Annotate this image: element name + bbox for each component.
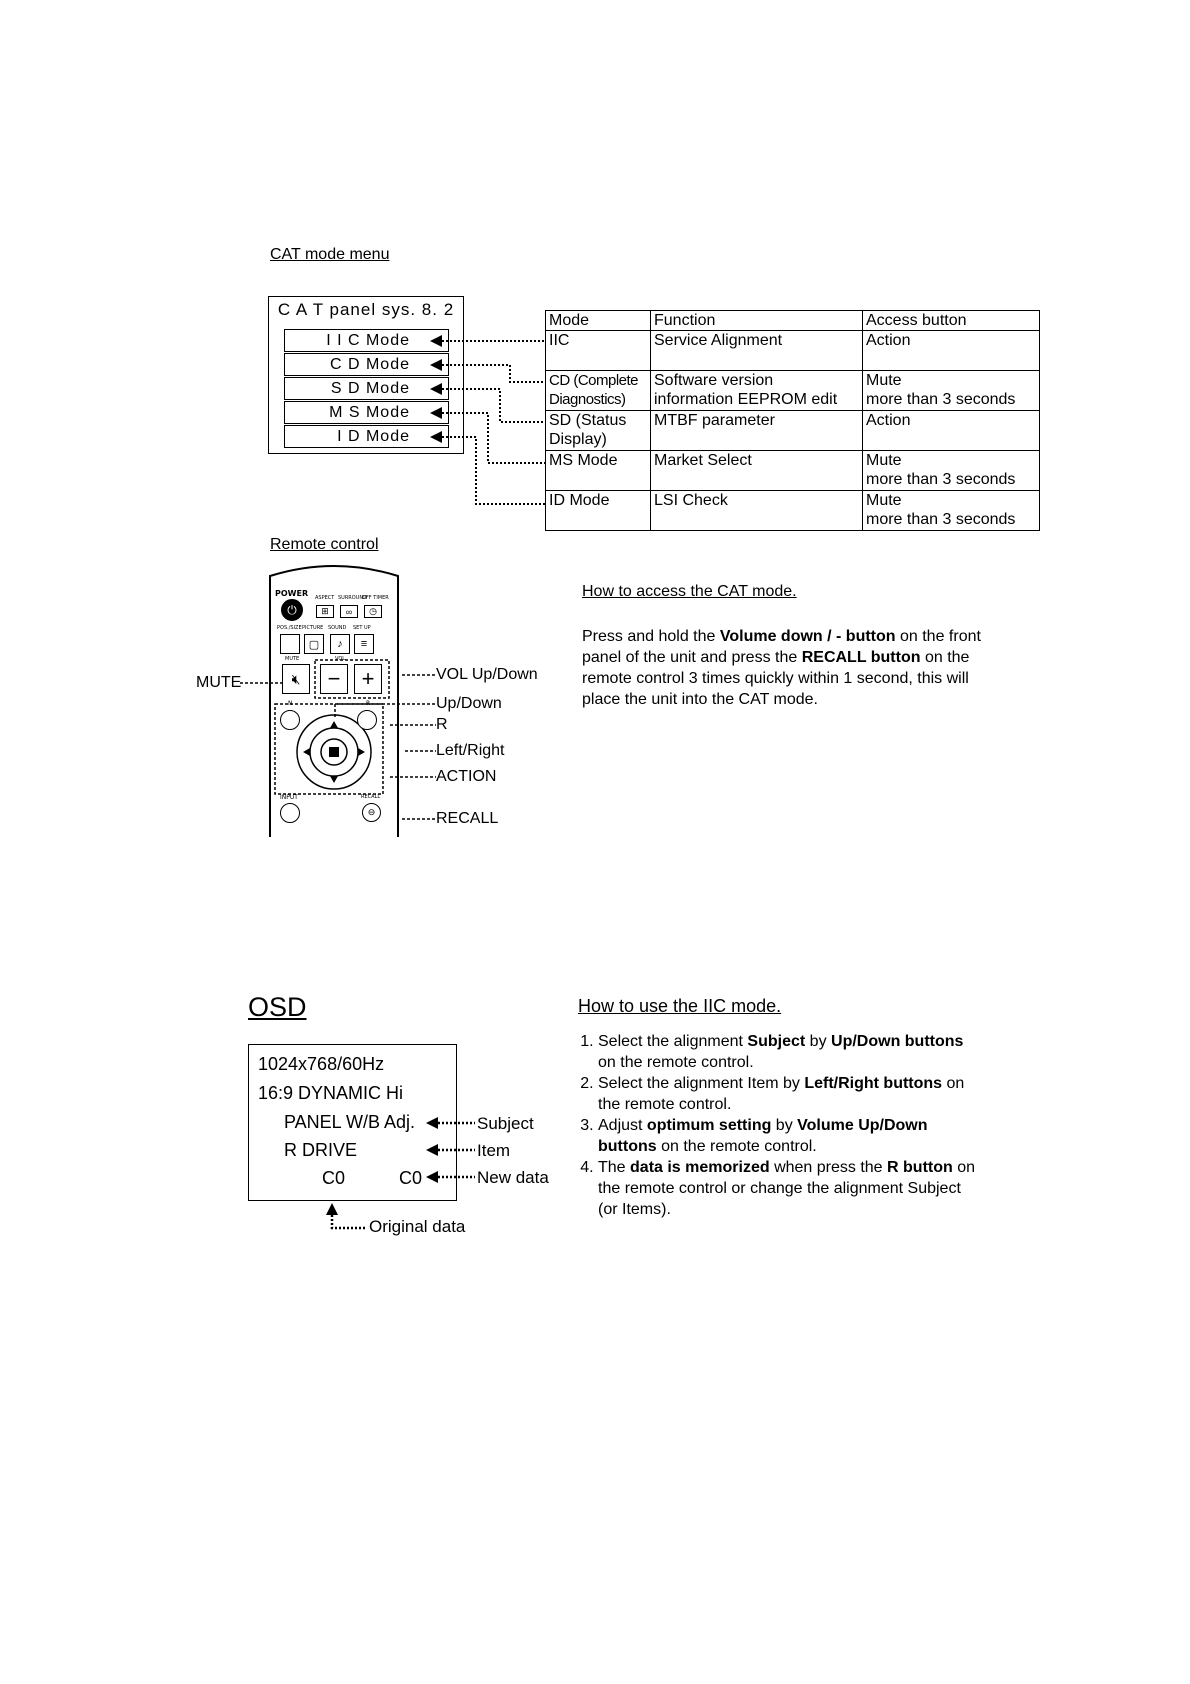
note-icon: ♪ <box>337 638 343 650</box>
step-bold: Left/Right buttons <box>804 1075 943 1092</box>
osd-item: R DRIVE <box>284 1140 358 1160</box>
table-header-row <box>546 311 1040 331</box>
iic-steps <box>578 1031 978 1220</box>
access-text: Press and hold the <box>582 628 720 645</box>
cell-function-cont: information EEPROM edit <box>654 391 838 408</box>
menu-table-connectors <box>420 330 550 510</box>
step-text: Select the alignment Item by <box>598 1075 805 1092</box>
aspect-button[interactable] <box>316 605 334 618</box>
input-label: INPUT <box>280 794 298 801</box>
set-up-label: SET UP <box>353 625 371 631</box>
step-bold: optimum setting <box>646 1117 772 1134</box>
access-text: on the remote control 3 times quickly within 1 second, this will place the unit into the CAT mode. <box>582 649 970 708</box>
menu-item-cd-mode[interactable]: C D Mode <box>284 353 449 376</box>
list-item <box>598 1073 978 1115</box>
cell-access-cont: more than 3 seconds <box>866 511 1016 528</box>
cell-access: Action <box>866 332 911 349</box>
table-row <box>546 411 1040 451</box>
remote-callout-lines <box>240 665 440 835</box>
remote-heading: Remote control <box>270 536 379 553</box>
osd-resolution: 1024x768/60Hz <box>258 1054 385 1074</box>
aspect-label: ASPECT <box>315 595 335 601</box>
menu-item-sd-mode[interactable]: S D Mode <box>284 377 449 400</box>
picture-label: PICTURE <box>302 625 324 631</box>
cell-access-cont: more than 3 seconds <box>866 471 1016 488</box>
arrow-icon <box>426 1171 438 1183</box>
access-text: on the front panel of the unit and press the <box>582 628 981 666</box>
surround-button[interactable] <box>340 605 358 618</box>
off-timer-label: OFF TIMER <box>362 595 389 601</box>
osd-original-data: C0 <box>322 1168 346 1188</box>
plus-icon: + <box>361 666 375 691</box>
access-bold: RECALL button <box>801 649 921 666</box>
step-text: on the remote control. <box>656 1138 817 1155</box>
osd-picture-mode: 16:9 DYNAMIC Hi <box>258 1083 404 1103</box>
step-text: Adjust <box>598 1117 647 1134</box>
cell-access-cont: more than 3 seconds <box>866 391 1016 408</box>
table-row <box>546 451 1040 491</box>
cell-access: Mute <box>866 372 902 389</box>
pos-size-button[interactable] <box>280 634 300 654</box>
menu-icon: ≡ <box>360 638 368 650</box>
osd-heading: OSD <box>248 992 307 1022</box>
step-bold: Subject <box>747 1033 806 1050</box>
mute-icon: 🔇︎ <box>291 670 301 687</box>
pos-size-label: POS./SIZE <box>277 625 302 631</box>
step-bold: Volume Up/Down buttons <box>598 1117 928 1155</box>
step-bold: Up/Down buttons <box>831 1033 964 1050</box>
picture-icon: ▢ <box>308 638 320 651</box>
list-item <box>598 1157 978 1220</box>
callout-mute: MUTE <box>196 674 242 691</box>
cell-mode: CD (Complete <box>549 372 639 389</box>
access-heading: How to access the CAT mode. <box>582 583 797 600</box>
arrow-icon <box>426 1117 438 1129</box>
osd-new-data: C0 <box>399 1168 423 1188</box>
picture-button[interactable] <box>304 634 324 654</box>
step-text: when press the <box>769 1159 888 1176</box>
power-label: POWER <box>275 589 309 598</box>
arrow-icon <box>430 359 442 371</box>
table-row <box>546 371 1040 411</box>
vol-label: VOL <box>335 656 346 662</box>
osd-callout-new-data: New data <box>477 1168 549 1187</box>
callout-leftright: Left/Right <box>436 742 505 759</box>
iic-heading: How to use the IIC mode. <box>578 996 782 1016</box>
mute-label: MUTE <box>285 656 300 662</box>
cell-function: Software version <box>654 372 774 389</box>
cell-mode: MS Mode <box>549 452 618 469</box>
cell-mode-cont: Display) <box>549 431 607 448</box>
table-row <box>546 491 1040 531</box>
step-text: The <box>598 1159 631 1176</box>
cell-mode: SD (Status <box>549 412 627 429</box>
cell-mode: ID Mode <box>549 492 610 509</box>
list-item <box>598 1115 978 1157</box>
cell-function: Market Select <box>654 452 752 469</box>
access-bold: Volume down / - button <box>719 628 896 645</box>
arrow-icon <box>430 335 442 347</box>
cell-function: MTBF parameter <box>654 412 775 429</box>
menu-item-id-mode[interactable]: I D Mode <box>284 425 449 448</box>
power-icon: ⏻ <box>287 602 297 617</box>
sound-label: SOUND <box>328 625 347 631</box>
arrow-icon <box>430 383 442 395</box>
step-text: by <box>771 1117 798 1134</box>
step-text: on the remote control. <box>598 1075 965 1113</box>
arrow-icon <box>430 431 442 443</box>
n-label: N <box>288 700 293 707</box>
osd-callout-subject: Subject <box>477 1114 534 1133</box>
cat-menu-heading: CAT mode menu <box>270 246 390 263</box>
cell-access: Mute <box>866 452 902 469</box>
surround-label: SURROUND <box>338 595 367 601</box>
aspect-icon: ⊞ <box>321 606 329 616</box>
step-bold: data is memorized <box>630 1159 770 1176</box>
surround-icon: ∞ <box>345 606 353 617</box>
table-row <box>546 331 1040 371</box>
step-text: on the remote control. <box>598 1054 754 1071</box>
step-text: Select the alignment <box>598 1033 748 1050</box>
table-header: Access button <box>863 311 1040 331</box>
list-item <box>598 1031 978 1073</box>
menu-item-iic-mode[interactable]: I I C Mode <box>284 329 449 352</box>
callout-updown: Up/Down <box>436 695 502 712</box>
cell-function: LSI Check <box>654 492 728 509</box>
cell-mode: IIC <box>549 332 570 349</box>
off-timer-button[interactable] <box>364 605 382 618</box>
set-up-button[interactable] <box>354 634 374 654</box>
osd-callout-original-data: Original data <box>369 1217 466 1236</box>
osd-subject: PANEL W/B Adj. <box>284 1112 416 1132</box>
recall-icon: ⊖ <box>367 807 376 817</box>
timer-icon: ◷ <box>369 606 377 616</box>
table-header: Mode <box>546 311 651 331</box>
table-header: Function <box>651 311 863 331</box>
arrow-icon <box>426 1144 438 1156</box>
minus-icon: − <box>327 666 341 691</box>
osd-callout-item: Item <box>477 1141 511 1160</box>
menu-item-ms-mode[interactable]: M S Mode <box>284 401 449 424</box>
callout-action: ACTION <box>436 768 497 785</box>
step-text: by <box>805 1033 832 1050</box>
r-label: R <box>366 700 371 707</box>
sound-button[interactable] <box>330 634 350 654</box>
callout-recall: RECALL <box>436 810 499 827</box>
arrow-icon <box>326 1203 338 1215</box>
step-bold: R button <box>887 1159 953 1176</box>
cell-mode-cont: Diagnostics) <box>549 391 626 408</box>
callout-r: R <box>436 716 448 733</box>
callout-vol: VOL Up/Down <box>436 666 538 683</box>
cat-panel-title: C A T panel sys. 8. 2 <box>277 300 455 319</box>
power-button[interactable] <box>281 599 303 621</box>
mode-table <box>545 310 1040 531</box>
access-paragraph <box>582 626 1002 710</box>
arrow-icon <box>430 407 442 419</box>
step-text: on the remote control or change the alignment Subject (or Items). <box>598 1159 976 1218</box>
cell-access: Action <box>866 412 911 429</box>
cell-function: Service Alignment <box>654 332 783 349</box>
recall-label: RECALL <box>361 794 381 800</box>
cell-access: Mute <box>866 492 902 509</box>
